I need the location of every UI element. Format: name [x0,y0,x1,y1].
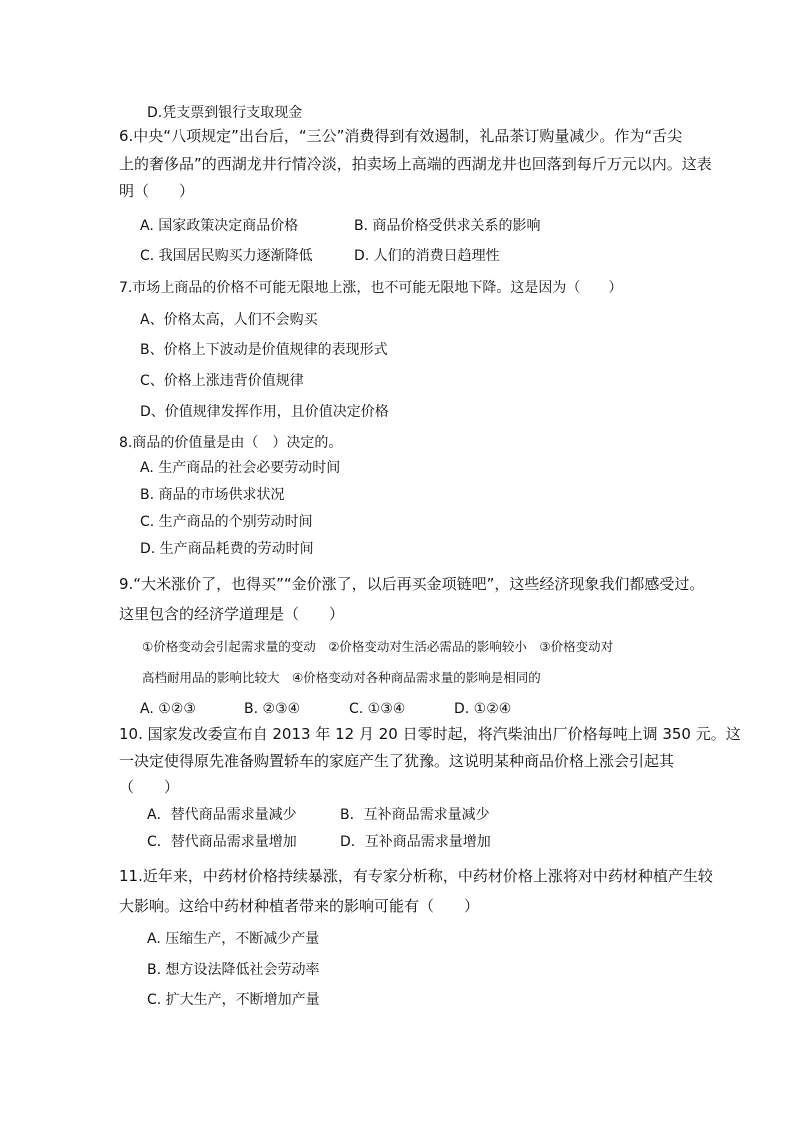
q11-option-b: B. 想方设法降低社会劳动率 [147,962,320,978]
q7-stem: 7.市场上商品的价格不可能无限地上涨，也不可能无限地下降。这是因为（ ） [119,280,623,296]
q6-option-c: C. 我国居民购买力逐渐降低 [140,248,313,264]
q6-option-d: D. 人们的消费日趋理性 [354,248,500,264]
q9-statements-line-2: 高档耐用品的影响比较大 ④价格变动对各种商品需求量的影响是相同的 [142,670,541,685]
q8-option-b: B. 商品的市场供求状况 [140,487,285,503]
q6-option-b: B. 商品价格受供求关系的影响 [354,218,541,234]
q10-stem-line-1: 10. 国家发改委宣布自 2013 年 12 月 20 日零时起，将汽柴油出厂价格每吨上调 350 元。这 [119,725,741,743]
q6-stem-line-2: 上的奢侈品”的西湖龙井行情冷淡，拍卖场上高端的西湖龙井也回落到每斤万元以内。这表 [119,155,712,173]
q7-option-b: B、价格上下波动是价值规律的表现形式 [140,342,388,358]
q10-option-c: C．替代商品需求量增加 [147,834,297,850]
q10-option-d: D．互补商品需求量增加 [340,834,491,850]
q6-option-a: A. 国家政策决定商品价格 [140,218,299,234]
q10-stem-line-3: （ ） [119,778,180,796]
q11-option-c: C. 扩大生产，不断增加产量 [147,992,320,1008]
q10-option-b: B．互补商品需求量减少 [340,807,490,823]
q10-option-a: A．替代商品需求量减少 [147,807,297,823]
q7-option-a: A、价格太高，人们不会购买 [140,312,318,328]
q8-option-a: A. 生产商品的社会必要劳动时间 [140,460,341,476]
q9-stem-line-2: 这里包含的经济学道理是（ ） [119,605,345,623]
q6-stem-line-1: 6.中央“八项规定”出台后，“三公”消费得到有效遏制，礼品茶订购量减少。作为“舌尖 [119,127,683,145]
q11-stem-line-2: 大影响。这给中药材种植者带来的影响可能有（ ） [119,897,480,915]
q11-stem-line-1: 11.近年来，中药材价格持续暴涨，有专家分析称，中药材价格上涨将对中药材种植产生较 [119,867,713,885]
q8-stem: 8.商品的价值量是由（ ）决定的。 [119,435,343,451]
q11-option-a: A. 压缩生产，不断减少产量 [147,931,320,947]
q6-stem-line-3: 明（ ） [119,182,195,200]
q7-option-c: C、价格上涨违背价值规律 [140,373,304,389]
q9-statements-line-1: ①价格变动会引起需求量的变动 ②价格变动对生活必需品的影响较小 ③价格变动对 [142,639,614,654]
q9-option-d: D. ①②④ [454,701,512,717]
q7-option-d: D、价值规律发挥作用，且价值决定价格 [140,404,389,420]
q5-option-d: D.凭支票到银行支取现金 [147,105,303,121]
q8-option-d: D. 生产商品耗费的劳动时间 [140,541,314,557]
q9-stem-line-1: 9.“大米涨价了，也得买”“金价涨了，以后再买金项链吧”，这些经济现象我们都感受过。 [119,575,705,593]
q9-option-b: B. ②③④ [244,701,301,717]
q9-option-c: C. ①③④ [349,701,406,717]
q9-option-a: A. ①②③ [140,701,196,717]
q8-option-c: C. 生产商品的个别劳动时间 [140,514,313,530]
q10-stem-line-2: 一决定使得原先准备购置轿车的家庭产生了犹豫。这说明某种商品价格上涨会引起其 [119,752,675,770]
